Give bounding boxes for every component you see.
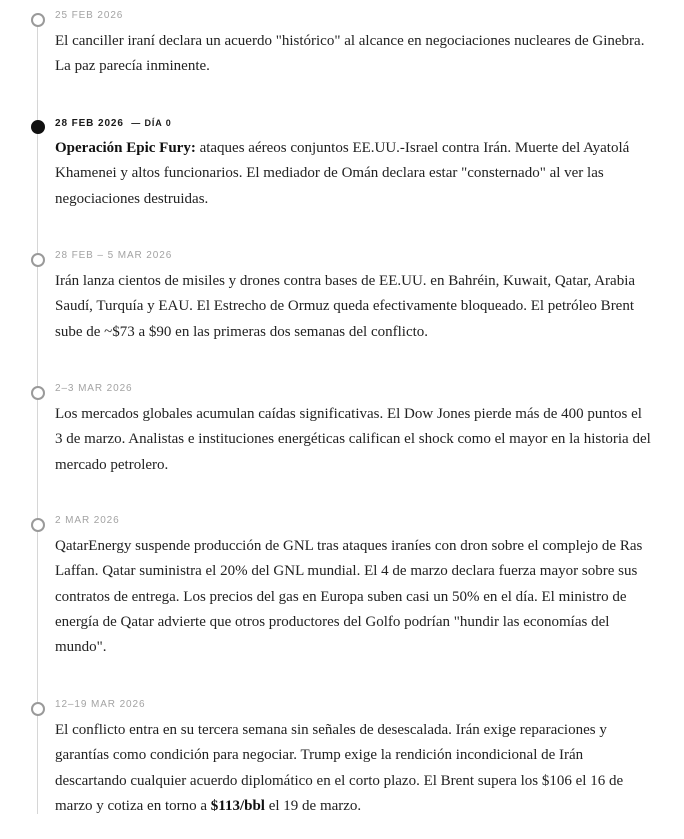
event-price-highlight: $113/bbl	[210, 797, 265, 814]
event-date: 28 FEB – 5 MAR 2026	[55, 250, 173, 261]
event-date-value: 28 FEB 2026	[55, 118, 124, 129]
event-description-body: El conflicto entra en su tercera semana sin señales de desescalada. Irán exige reparaciones y garantías como condición para negociar. Trump exige la rendición incondicional de Irán descartando cualquier acuerdo diplomático en el corto plazo. El Brent supera los $106 el 16 de marzo y cotiza en torno a	[55, 722, 624, 814]
event-description-body: ataques aéreos conjuntos EE.UU.-Israel contra Irán. Muerte del Ayatolá Khamenei y altos funcionarios. El mediador de Omán declara estar "consternado" al ver las negociaciones destruidas.	[55, 140, 630, 207]
timeline-marker-icon	[31, 13, 45, 27]
timeline-marker-icon	[31, 518, 45, 532]
event-date: 25 FEB 2026	[55, 10, 124, 21]
timeline-marker-icon	[31, 386, 45, 400]
event-description-tail: el 19 de marzo.	[264, 797, 362, 814]
event-date: 2–3 MAR 2026	[55, 383, 133, 394]
timeline-marker-active-icon	[31, 120, 45, 134]
timeline-marker-icon	[31, 253, 45, 267]
event-date: 12–19 MAR 2026	[55, 699, 146, 710]
event-day-marker: — DÍA 0	[131, 118, 172, 128]
event-date: 2 MAR 2026	[55, 515, 120, 526]
timeline-marker-icon	[31, 702, 45, 716]
event-date	[55, 117, 172, 130]
event-description	[55, 136, 651, 212]
event-description: QatarEnergy suspende producción de GNL tras ataques iraníes con dron sobre el complejo de Ras Laffan. Qatar suministra el 20% del GNL mundial. El 4 de marzo declara fuerza mayor sobre sus contratos de entrega. Los precios del gas en Europa suben casi un 50% en el día. El ministro de energía de Qatar advierte que otros productores del Golfo podrían "hundir las economías del mundo".	[55, 538, 643, 656]
event-description: Los mercados globales acumulan caídas significativas. El Dow Jones pierde más de 400 puntos el 3 de marzo. Analistas e instituciones energéticas califican el shock como el mayor en la historia del mercado petrolero.	[55, 406, 651, 473]
event-lead: Operación Epic Fury:	[55, 140, 196, 156]
timeline-axis	[37, 14, 38, 814]
event-description	[55, 718, 651, 819]
event-description: El canciller iraní declara un acuerdo "histórico" al alcance en negociaciones nucleares de Ginebra. La paz parecía inminente.	[55, 33, 645, 75]
event-description: Irán lanza cientos de misiles y drones contra bases de EE.UU. en Bahréin, Kuwait, Qatar, Arabia Saudí, Turquía y EAU. El Estrecho de Ormuz queda efectivamente bloqueado. El petróleo Brent sube de ~$73 a $90 en las primeras dos semanas del conflicto.	[55, 273, 636, 340]
